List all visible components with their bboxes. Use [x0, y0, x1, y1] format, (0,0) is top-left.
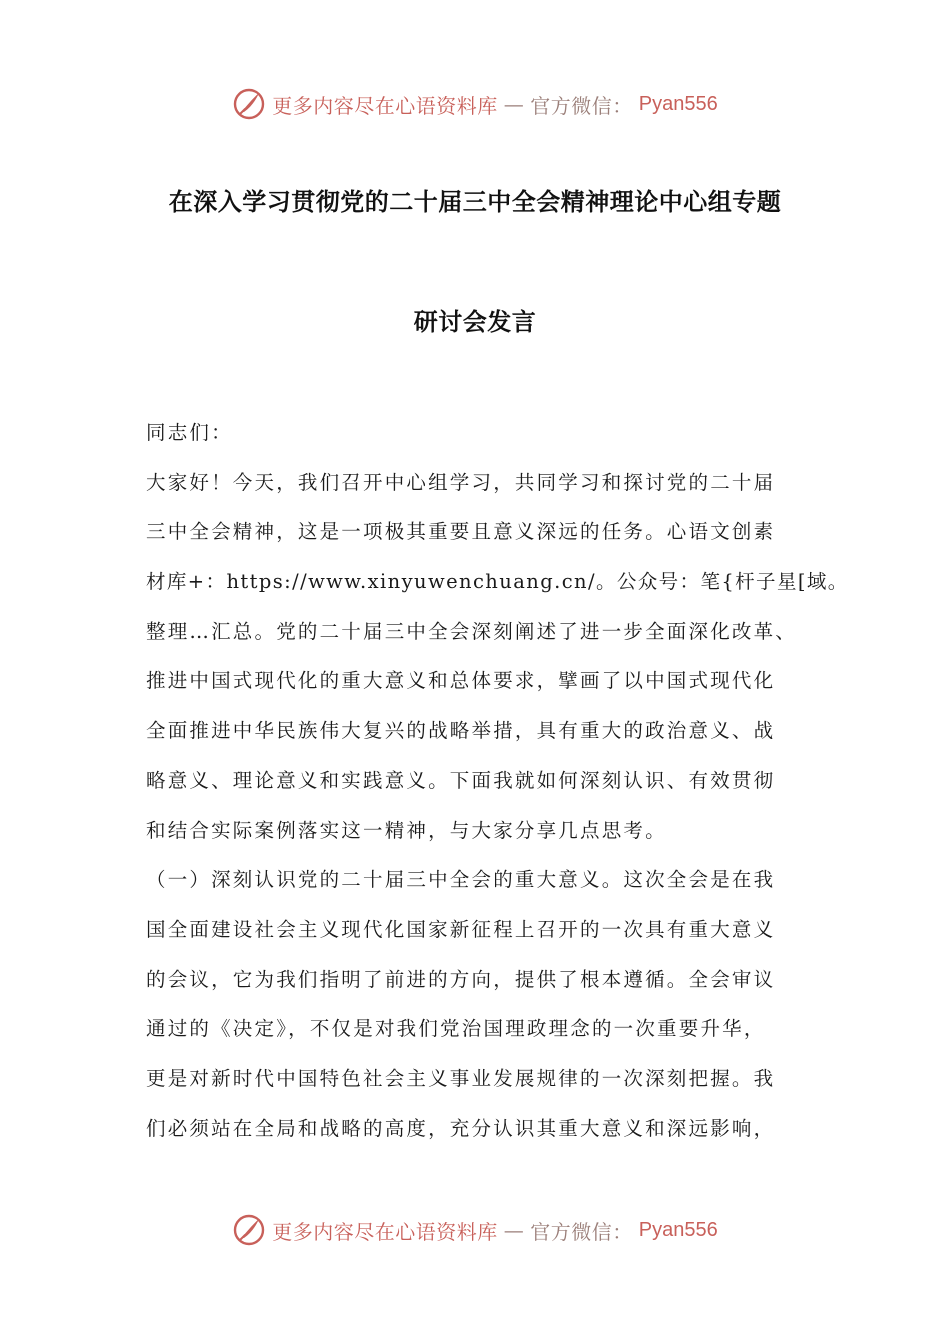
banner-main-text: 更多内容尽在心语资料库: [272, 1219, 498, 1244]
body-line: 全面推进中华民族伟大复兴的战略举措，具有重大的政治意义、战: [146, 719, 776, 743]
body-line: 略意义、理论意义和实践意义。下面我就如何深刻认识、有效贯彻: [146, 768, 776, 792]
body-line: 国全面建设社会主义现代化国家新征程上召开的一次具有重大意义: [146, 917, 776, 941]
quill-logo-icon: [232, 87, 266, 121]
banner-sub-text: 官方微信：: [530, 93, 633, 118]
body-line: 的会议，它为我们指明了前进的方向，提供了根本遵循。全会审议: [146, 967, 776, 991]
body-line: 更是对新时代中国特色社会主义事业发展规律的一次深刻把握。我: [146, 1066, 776, 1090]
document-body: [146, 419, 849, 1164]
footer-banner-content: [232, 1213, 717, 1247]
body-line: 大家好！今天，我们召开中心组学习，共同学习和探讨党的二十届: [146, 470, 776, 494]
body-line: 们必须站在全局和战略的高度，充分认识其重大意义和深远影响，: [146, 1116, 776, 1140]
document-title-line-1: 在深入学习贯彻党的二十届三中全会精神理论中心组专题: [168, 188, 782, 216]
body-line: 推进中国式现代化的重大意义和总体要求，擘画了以中国式现代化: [146, 669, 776, 693]
body-line: 和结合实际案例落实这一精神，与大家分享几点思考。: [146, 818, 667, 842]
banner-main-text: 更多内容尽在心语资料库: [272, 93, 498, 118]
header-banner-content: [232, 87, 717, 121]
document-title-line-2: 研讨会发言: [413, 308, 537, 336]
banner-separator: —: [503, 1218, 525, 1242]
footer-banner: [0, 1210, 950, 1250]
body-line: 整理…汇总。党的二十届三中全会深刻阐述了进一步全面深化改革、: [146, 619, 798, 643]
banner-separator: —: [503, 92, 525, 116]
body-line: （一）深刻认识党的二十届三中全会的重大意义。这次全会是在我: [146, 868, 776, 892]
banner-wechat-id: Pyan556: [638, 1218, 718, 1241]
body-line: 通过的《决定》，不仅是对我们党治国理政理念的一次重要升华，: [146, 1017, 766, 1041]
body-line: 三中全会精神，这是一项极其重要且意义深远的任务。心语文创素: [146, 520, 776, 544]
header-banner: [0, 84, 950, 124]
banner-sub-text: 官方微信：: [530, 1219, 633, 1244]
banner-wechat-id: Pyan556: [638, 92, 718, 115]
quill-logo-icon: [232, 1213, 266, 1247]
body-line: 同志们：: [146, 421, 233, 444]
body-line: 材库+：https://www.xinyuwenchuang.cn/。公众号：笔{杆子星[域。: [146, 570, 849, 594]
